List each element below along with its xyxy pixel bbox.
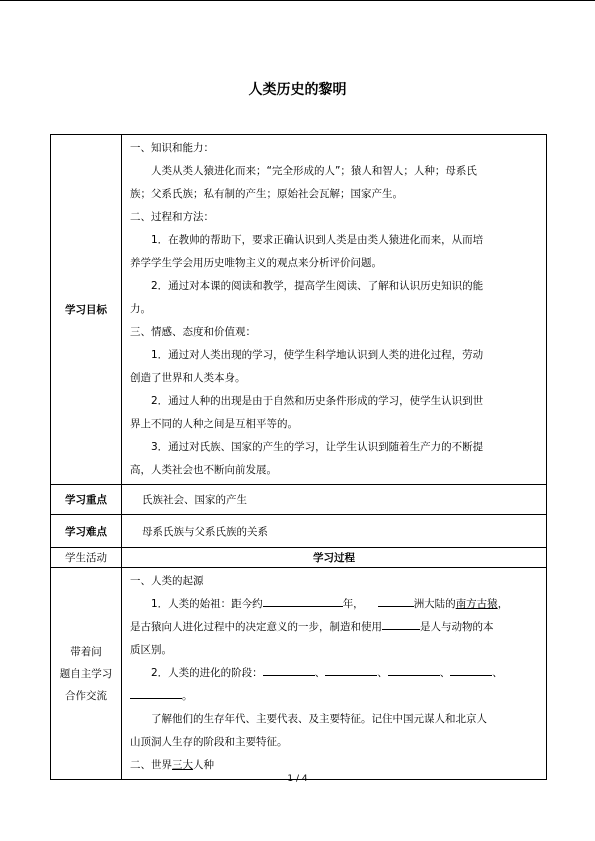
objectives-line: 1．通过对人类出现的学习，使学生科学地认识到人类的进化过程，劳动 [151,349,484,361]
three-major-text: 三大 [172,759,193,771]
text: 、 [314,667,326,679]
fill-blank-stage-1[interactable] [263,663,315,676]
objectives-label: 学习目标 [51,135,122,485]
objectives-line: 2．通过对本课的阅读和教学，提高学生阅读、了解和认识历史知识的能 [151,280,484,292]
fill-blank-stage-4[interactable] [450,663,492,676]
text: 。 [182,690,193,702]
text: 、 [492,667,503,679]
objectives-row [51,135,547,485]
fill-blank-tools[interactable] [382,617,420,630]
fill-blank-continent[interactable] [378,594,414,607]
page-title: 人类历史的黎明 [248,82,347,98]
objectives-line: 一、知识和能力： [130,142,214,154]
objectives-line: 族；父系氏族；私有制的产生；原始社会瓦解；国家产生。 [130,188,403,200]
text: 2．人类的进化的阶段： [151,667,263,679]
text: 洲大陆的 [413,598,456,610]
process-content [122,568,547,780]
key-points-label: 学习重点 [51,485,122,515]
lesson-plan-table [50,134,547,780]
objectives-line: 创造了世界和人类本身。 [130,372,246,384]
objectives-line: 1．在教帅的帮助下，要求正确认识到人类是由类人猿进化而来，从而培 [151,234,484,246]
objectives-line: 人类从类人猿进化而来；“完全形成的人”；猿人和智人；人种；母系氏 [151,165,477,177]
activity-label [51,568,122,780]
fill-blank-stage-3[interactable] [388,663,440,676]
student-activity-header: 学生活动 [51,548,122,568]
text: 是古猿向人进化过程中的决定意义的一步，制造和使用 [130,621,382,633]
fill-blank-stage-5[interactable] [130,686,182,699]
objectives-line: 二、过程和方法： [130,211,214,223]
difficulties-label: 学习难点 [51,515,122,548]
origin-question-cont [130,616,540,639]
southern-ape-text: 南方古猿 [455,598,498,610]
origin-question [130,593,540,616]
key-points-text: 氏族社会、国家的产生 [122,485,547,515]
text: 1．人类的始祖：距今约 [151,598,263,610]
fill-blank-stage-2[interactable] [325,663,377,676]
objectives-line: 三、情感、态度和价值观： [130,326,256,338]
key-points-row [51,485,547,515]
objectives-line: 高，人类社会也不断向前发展。 [130,464,277,476]
difficulties-row [51,515,547,548]
stages-instruction-cont: 山顶洞人生存的阶段和主要特征。 [130,736,288,748]
text: 、 [439,667,451,679]
origin-question-end: 质区别。 [130,644,172,656]
difficulties-text: 母系氏族与父系氏族的关系 [122,515,547,548]
stages-question-end [130,685,540,708]
objectives-line: 2．通过人种的出现是由于自然和历史条件形成的学习，使学生认识到世 [151,395,484,407]
activity-label-line: 合作交流 [65,689,107,702]
text: 年， [342,598,364,610]
section-heading-origin: 一、人类的起源 [130,575,204,587]
activity-label-line: 题自主学习 [59,667,113,680]
page-number: 1 / 4 [287,774,308,784]
learning-process-header: 学习过程 [122,548,547,568]
text: 是人与动物的本 [420,621,494,633]
text: ， [497,598,509,610]
top-rule [0,0,595,1]
activity-label-line: 带着问 [70,645,102,658]
process-header-row [51,548,547,568]
objectives-line: 界上不同的人种之间是互相平等的。 [130,418,298,430]
text: 、 [377,667,388,679]
objectives-line: 力。 [130,303,151,315]
text: 二、世界 [130,759,172,771]
objectives-content [122,135,547,485]
text: 人种 [193,759,214,771]
process-row [51,568,547,780]
objectives-line: 养学学生学会用历史唯物主义的观点来分析评价问题。 [130,257,382,269]
objectives-line: 3．通过对氏族、国家的产生的学习，让学生认识到随着生产力的不断提 [151,441,484,453]
stages-question [130,662,540,685]
stages-instruction: 了解他们的生存年代、主要代表、及主要特征。记住中国元谋人和北京人 [151,713,487,725]
fill-blank-years[interactable] [263,594,343,607]
